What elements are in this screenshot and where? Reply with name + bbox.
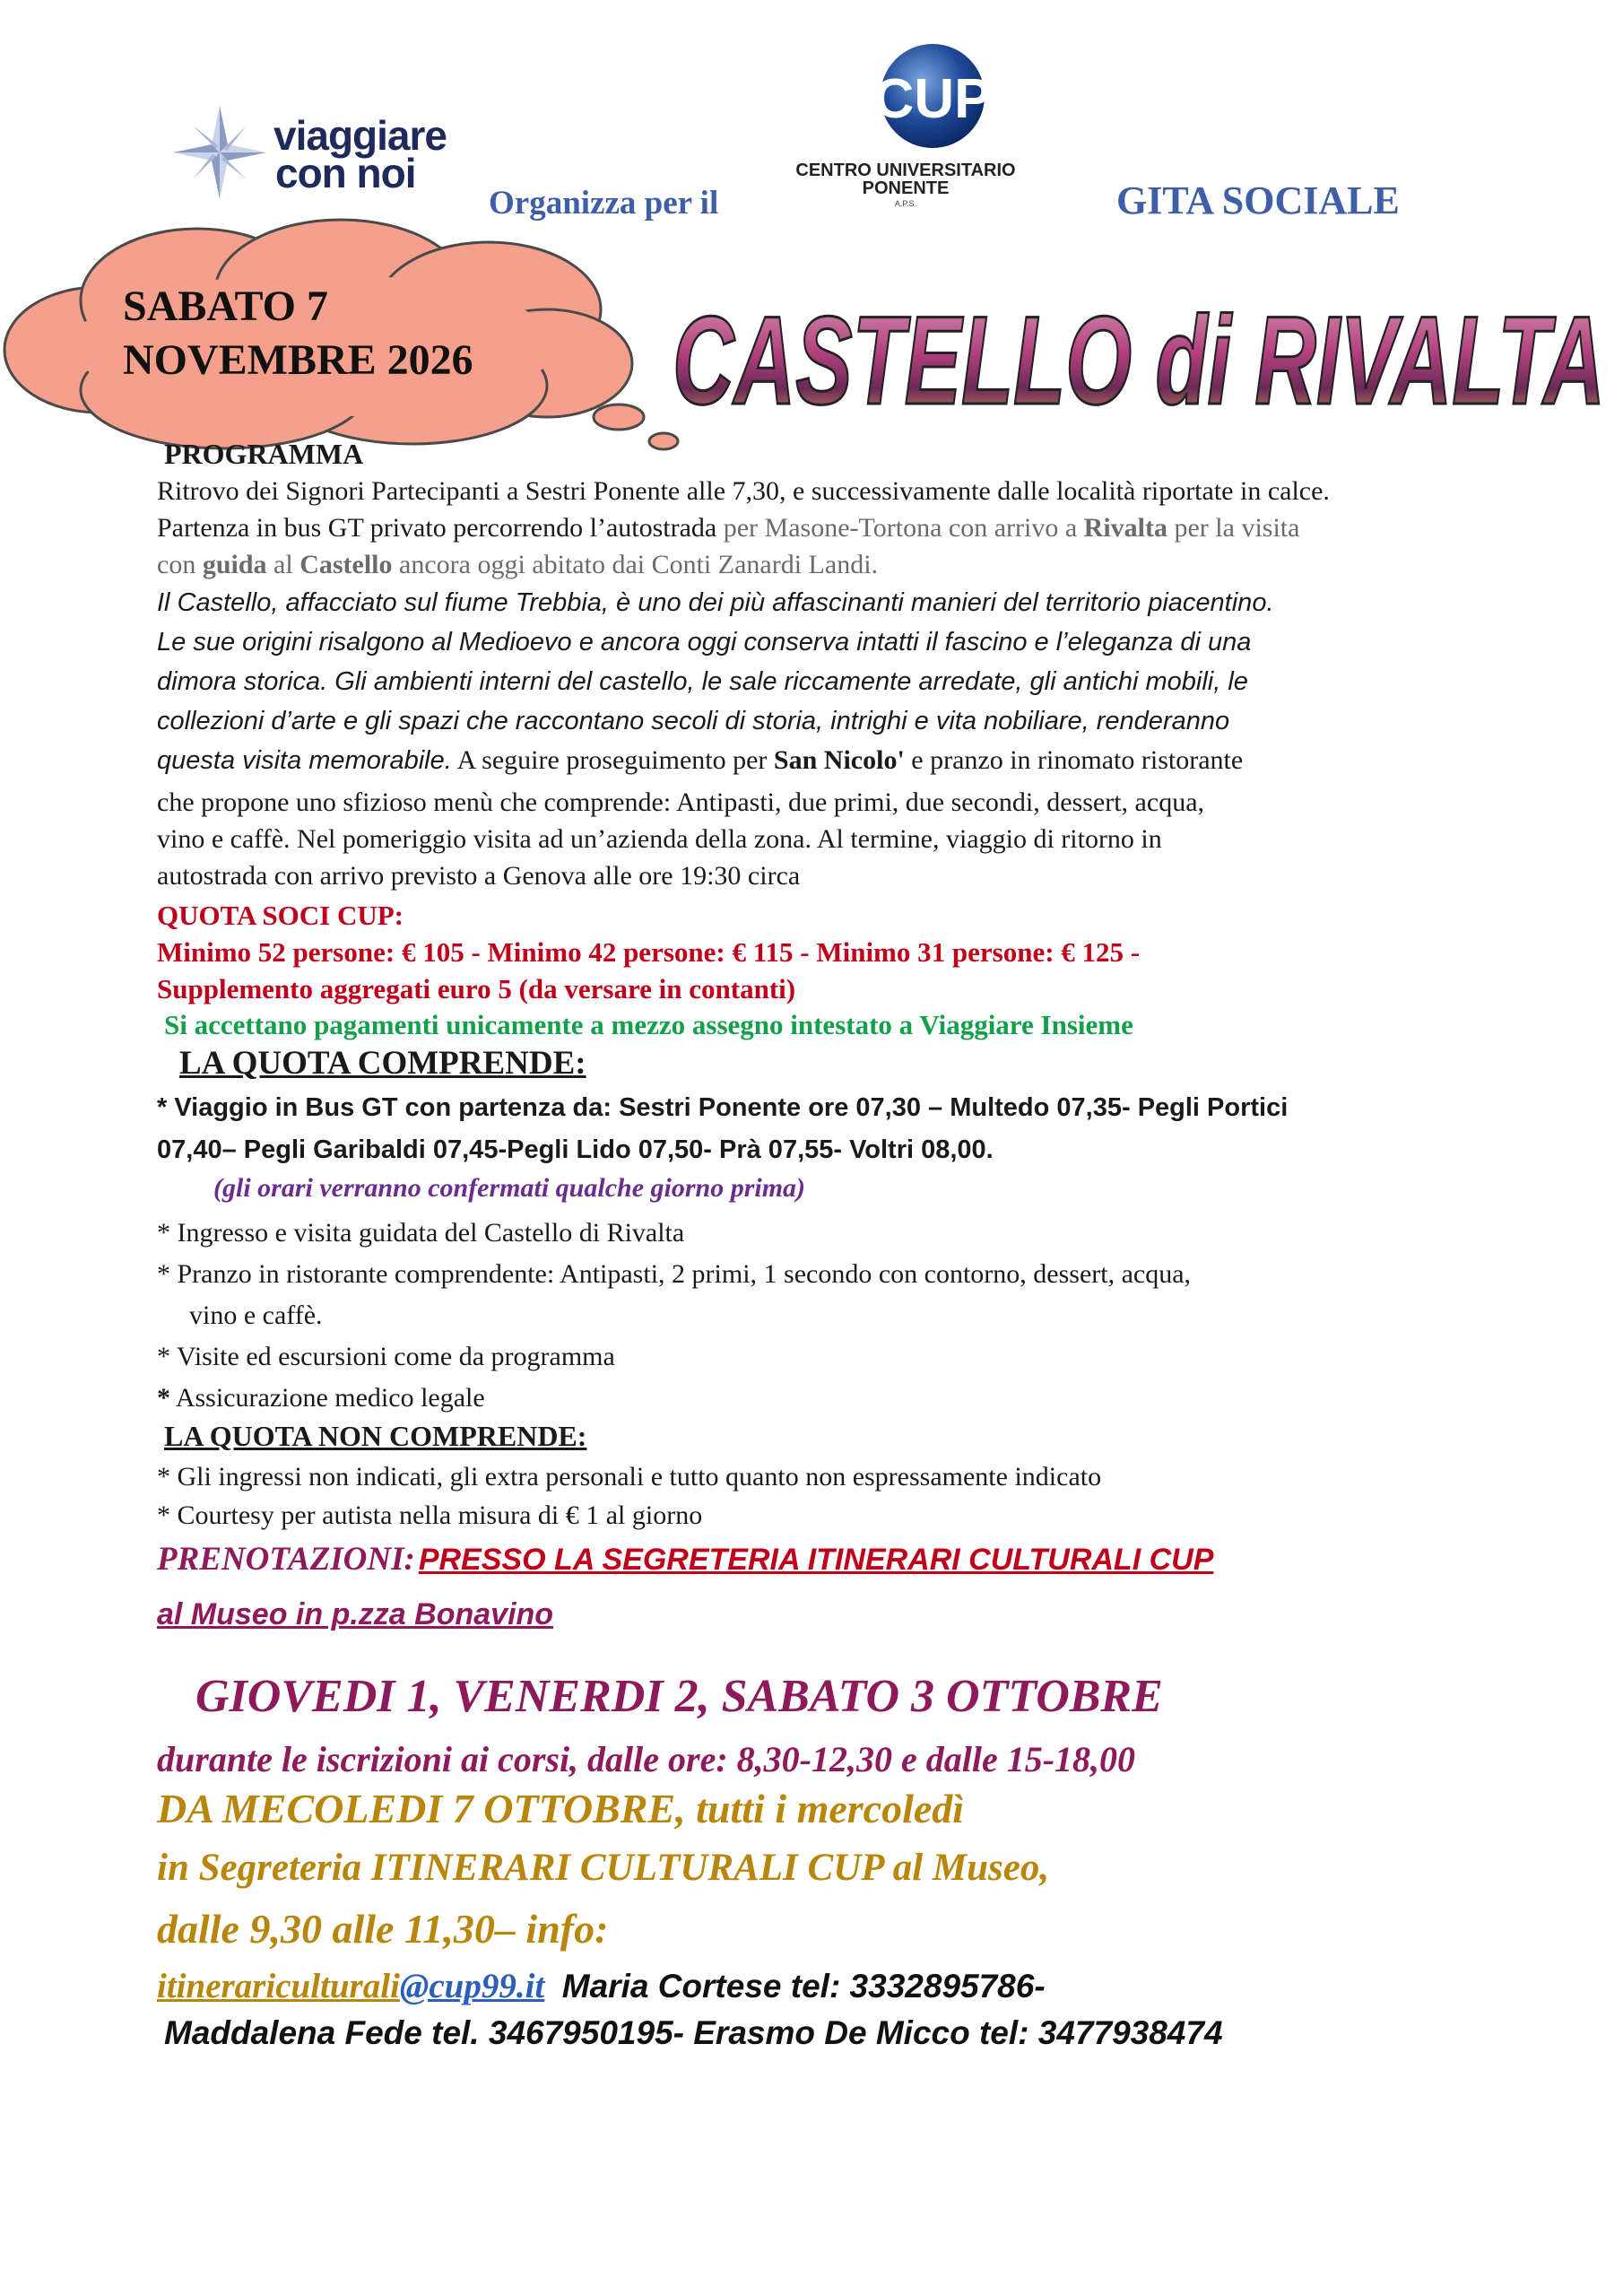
non-comprende-item-2: * Courtesy per autista nella misura di € 1 al giorno	[157, 1500, 703, 1530]
non-comprende-heading: LA QUOTA NON COMPRENDE:	[164, 1420, 587, 1452]
description-line-5d: e pranzo in rinomato ristorante	[904, 745, 1244, 775]
bus-schedule-line-2: 07,40– Pegli Garibaldi 07,45-Pegli Lido 07,50- Prà 07,55- Voltri 08,00.	[157, 1135, 994, 1164]
castello-bold: Castello	[299, 550, 393, 579]
programma-line-3	[157, 546, 1592, 583]
event-date	[123, 280, 473, 387]
orari-note: (gli orari verranno confermati qualche giorno prima)	[213, 1173, 806, 1203]
asterisk-bold: *	[157, 1383, 170, 1413]
prenotazioni-presso: PRESSO LA SEGRETERIA ITINERARI CULTURALI CUP	[418, 1543, 1214, 1577]
dalle-orari: dalle 9,30 alle 11,30– info:	[157, 1906, 609, 1952]
quota-heading: QUOTA SOCI CUP:	[157, 900, 404, 931]
organizza-text: Organizza per il	[489, 185, 719, 222]
description-line-5b: A seguire proseguimento per	[451, 745, 774, 775]
date-line-1: SABATO 7	[123, 283, 328, 330]
cup-caption	[789, 161, 1022, 197]
prenotazioni-museo: al Museo in p.zza Bonavino	[157, 1597, 554, 1631]
email-link-user[interactable]: itinerariculturali	[157, 1967, 400, 2005]
description-line-4: collezioni d’arte e gli spazi che raccontano secoli di storia, intrighi e vita nobiliare, renderanno	[157, 707, 1230, 735]
description-line-5a: questa visita memorabile.	[157, 746, 452, 775]
cup-caption-line-2: PONENTE	[862, 178, 950, 198]
programma-line-7: vino e caffè. Nel pomeriggio visita ad un’azienda della zona. Al termine, viaggio di ritorno in	[157, 824, 1162, 854]
programma-text-2	[157, 784, 1610, 894]
pagamenti-note: Si accettano pagamenti unicamente a mezzo assegno intestato a Viaggiare Insieme	[164, 1009, 1133, 1040]
durante-iscrizioni: durante le iscrizioni ai corsi, dalle ore: 8,30-12,30 e dalle 15-18,00	[157, 1739, 1136, 1779]
event-title	[664, 269, 1614, 444]
brand-wordmark	[273, 112, 447, 196]
san-nicolo-bold: San Nicolo'	[773, 745, 905, 775]
comprende-item-ingresso: * Ingresso e visita guidata del Castello di Rivalta	[157, 1218, 685, 1248]
programma-line-2a: Partenza in bus GT privato percorrendo l’autostrada	[157, 513, 724, 543]
description-line-5	[157, 741, 1610, 785]
programma-description	[157, 583, 1601, 741]
maria-contact: Maria Cortese tel: 3332895786-	[561, 1968, 1046, 2005]
da-mercoledi: DA MECOLEDI 7 OTTOBRE, tutti i mercoledì	[157, 1786, 965, 1831]
rivalta-bold: Rivalta	[1083, 513, 1167, 543]
prenotazioni-label: PRENOTAZIONI:	[157, 1541, 415, 1578]
programma-line-1: Ritrovo dei Signori Partecipanti a Sestri Ponente alle 7,30, e successivamente dalle località riportate in calce.	[157, 476, 1330, 506]
quota-line-2: Supplemento aggregati euro 5 (da versare in contanti)	[157, 973, 796, 1004]
brand-line-2: con noi	[275, 150, 416, 196]
description-line-1: Il Castello, affacciato sul fiume Trebbia, è uno dei più affascinanti manieri del territorio piacentino.	[157, 588, 1274, 617]
prenotazioni-line	[157, 1535, 1213, 1590]
non-comprende-list	[157, 1457, 1610, 1535]
contacts-line-1	[157, 1966, 1046, 2006]
programma-line-2b: per Masone-Tortona con arrivo a	[723, 513, 1084, 543]
comprende-list	[157, 1213, 1610, 1419]
cup-logo-letters: CUP	[873, 68, 992, 130]
email-link-domain[interactable]: @cup99.it	[399, 1967, 545, 2005]
compass-star-icon	[173, 106, 266, 199]
programma-line-3a: con	[157, 550, 203, 579]
comprende-item-pranzo: * Pranzo in ristorante comprendente: Antipasti, 2 primi, 1 secondo con contorno, dessert, acqua,	[157, 1259, 1192, 1289]
event-title-text: CASTELLO di RIVALTA	[673, 290, 1605, 430]
guida-bold: guida	[202, 550, 267, 579]
cup-caption-line-1: CENTRO UNIVERSITARIO	[795, 161, 1016, 180]
comprende-item-pranzo-cont: vino e caffè.	[189, 1300, 323, 1330]
prenotazioni-section	[157, 1535, 1213, 1639]
programma-line-6: che propone uno sfizioso menù che comprende: Antipasti, due primi, due secondi, dessert, acqua,	[157, 787, 1205, 817]
programma-line-2d: per la visita	[1167, 513, 1300, 543]
programma-heading: PROGRAMMA	[164, 438, 364, 470]
description-line-2: Le sue origini risalgono al Medioevo e ancora oggi conserva intatti il fascino e l’eleganza di una	[157, 628, 1252, 657]
bus-schedule	[157, 1087, 1610, 1171]
programma-text	[157, 473, 1592, 583]
date-line-2: NOVEMBRE 2026	[123, 336, 473, 384]
comprende-item-assicurazione	[157, 1378, 1610, 1419]
brand-line-1: viaggiare	[273, 112, 447, 159]
cup-aps: A.P.S.	[894, 199, 917, 208]
quota-line-1: Minimo 52 persone: € 105 - Minimo 42 persone: € 115 - Minimo 31 persone: € 125 -	[157, 936, 1141, 968]
bus-schedule-line-1: * Viaggio in Bus GT con partenza da: Sestri Ponente ore 07,30 – Multedo 07,35- Pegli Portici	[157, 1093, 1289, 1122]
segreteria-museo: in Segreteria ITINERARI CULTURALI CUP al Museo,	[157, 1847, 1050, 1889]
comprende-item-visite: * Visite ed escursioni come da programma	[157, 1342, 615, 1371]
programma-line-8: autostrada con arrivo previsto a Genova alle ore 19:30 circa	[157, 861, 801, 891]
assicurazione-text: Assicurazione medico legale	[170, 1383, 485, 1413]
quota-section	[157, 897, 1610, 1007]
programma-line-3c: al	[266, 550, 300, 579]
giorni-iscrizioni: GIOVEDI 1, VENERDI 2, SABATO 3 OTTOBRE	[195, 1671, 1163, 1722]
comprende-heading: LA QUOTA COMPRENDE:	[179, 1045, 586, 1082]
non-comprende-item-1: * Gli ingressi non indicati, gli extra personali e tutto quanto non espressamente indicato	[157, 1462, 1102, 1492]
contacts-line-2: Maddalena Fede tel. 3467950195- Erasmo De Micco tel: 3477938474	[164, 2014, 1223, 2051]
gita-sociale-label: GITA SOCIALE	[1116, 178, 1400, 222]
description-line-3: dimora storica. Gli ambienti interni del castello, le sale riccamente arredate, gli antichi mobili, le	[157, 667, 1248, 696]
programma-line-3e: ancora oggi abitato dai Conti Zanardi Landi.	[392, 550, 879, 579]
programma-line-2	[157, 509, 1592, 546]
